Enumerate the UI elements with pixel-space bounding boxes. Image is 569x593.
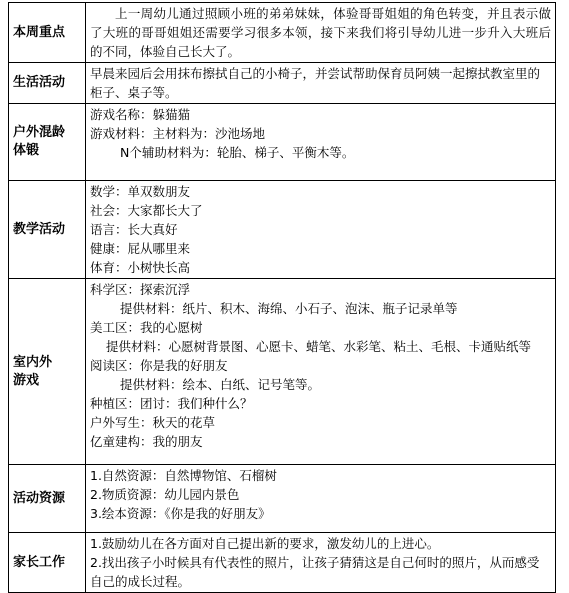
- content-outdoor-exercise: [86, 104, 556, 181]
- content-life-activity: [86, 63, 556, 104]
- area-games-label-line-1: 室内外: [13, 354, 53, 370]
- row-parent-work: [9, 533, 556, 593]
- outdoor-label-line-1: 户外混龄: [13, 125, 66, 140]
- area-games-line-4: 提供材料：心愿树背景图、心愿卡、蜡笔、水彩笔、粘土、毛根、卡通贴纸等: [106, 339, 532, 354]
- row-outdoor-exercise: [9, 104, 556, 181]
- teaching-line-5: 体育：小树快长高: [90, 260, 191, 275]
- label-activity-resources: 活动资源: [9, 465, 86, 533]
- label-weekly-focus: 本周重点: [9, 3, 86, 63]
- content-teaching-activity: [86, 181, 556, 279]
- row-area-games: [9, 279, 556, 465]
- area-games-line-2: 提供材料：纸片、积木、海绵、小石子、泡沫、瓶子记录单等: [120, 301, 458, 316]
- label-teaching-activity: 教学活动: [9, 181, 86, 279]
- weekly-plan-table: [8, 2, 556, 593]
- area-games-line-6: 提供材料：绘本、白纸、记号笔等。: [120, 377, 321, 392]
- area-games-line-5: 阅读区：你是我的好朋友: [90, 358, 228, 373]
- area-games-label-line-2: 游戏: [13, 372, 40, 388]
- label-parent-work: 家长工作: [9, 533, 86, 593]
- row-life-activity: [9, 63, 556, 104]
- label-outdoor-exercise: [9, 104, 86, 181]
- parent-work-line-1: 1.鼓励幼儿在各方面对自己提出新的要求，激发幼儿的上进心。: [90, 536, 440, 551]
- resources-line-3: 3.绘本资源：《你是我的好朋友》: [90, 506, 271, 521]
- area-games-line-8: 户外写生：秋天的花草: [90, 415, 216, 430]
- label-life-activity: 生活活动: [9, 63, 86, 104]
- label-area-games: [9, 279, 86, 465]
- area-games-line-1: 科学区：探索沉浮: [90, 282, 191, 297]
- area-games-line-9: 亿童建构：我的朋友: [90, 434, 203, 449]
- outdoor-line-3: N个辅助材料为：轮胎、梯子、平衡木等。: [120, 145, 355, 160]
- resources-line-1: 1.自然资源：自然博物馆、石榴树: [90, 468, 277, 483]
- content-parent-work: [86, 533, 556, 593]
- content-activity-resources: [86, 465, 556, 533]
- life-activity-text: 早晨来园后会用抹布擦拭自己的小椅子，并尝试帮助保育员阿姨一起擦拭教室里的柜子、桌子等。: [90, 66, 541, 100]
- outdoor-line-1: 游戏名称：躲猫猫: [90, 107, 191, 122]
- area-games-line-7: 种植区：团讨：我们种什么？: [90, 396, 253, 411]
- resources-line-2: 2.物质资源：幼儿园内景色: [90, 487, 240, 502]
- teaching-line-3: 语言：长大真好: [90, 222, 178, 237]
- parent-work-line-2: 2.找出孩子小时候具有代表性的照片，让孩子猜猜这是自己何时的照片，从而感受自己的成长过程。: [90, 555, 540, 589]
- weekly-focus-text: 上一周幼儿通过照顾小班的弟弟妹妹，体验哥哥姐姐的角色转变，并且表示做了大班的哥哥姐姐还需要学习很多本领，接下来我们将引导幼儿进一步升入大班后的不同，体验自己长大了。: [90, 6, 551, 59]
- teaching-line-1: 数学：单双数朋友: [90, 184, 191, 199]
- outdoor-line-2: 游戏材料：主材料为：沙池场地: [90, 126, 266, 141]
- outdoor-label-line-2: 体锻: [13, 143, 40, 158]
- teaching-line-2: 社会：大家都长大了: [90, 203, 203, 218]
- content-area-games: [86, 279, 556, 465]
- content-weekly-focus: [86, 3, 556, 63]
- area-games-line-3: 美工区：我的心愿树: [90, 320, 203, 335]
- row-teaching-activity: [9, 181, 556, 279]
- row-activity-resources: [9, 465, 556, 533]
- teaching-line-4: 健康：屁从哪里来: [90, 241, 191, 256]
- row-weekly-focus: [9, 3, 556, 63]
